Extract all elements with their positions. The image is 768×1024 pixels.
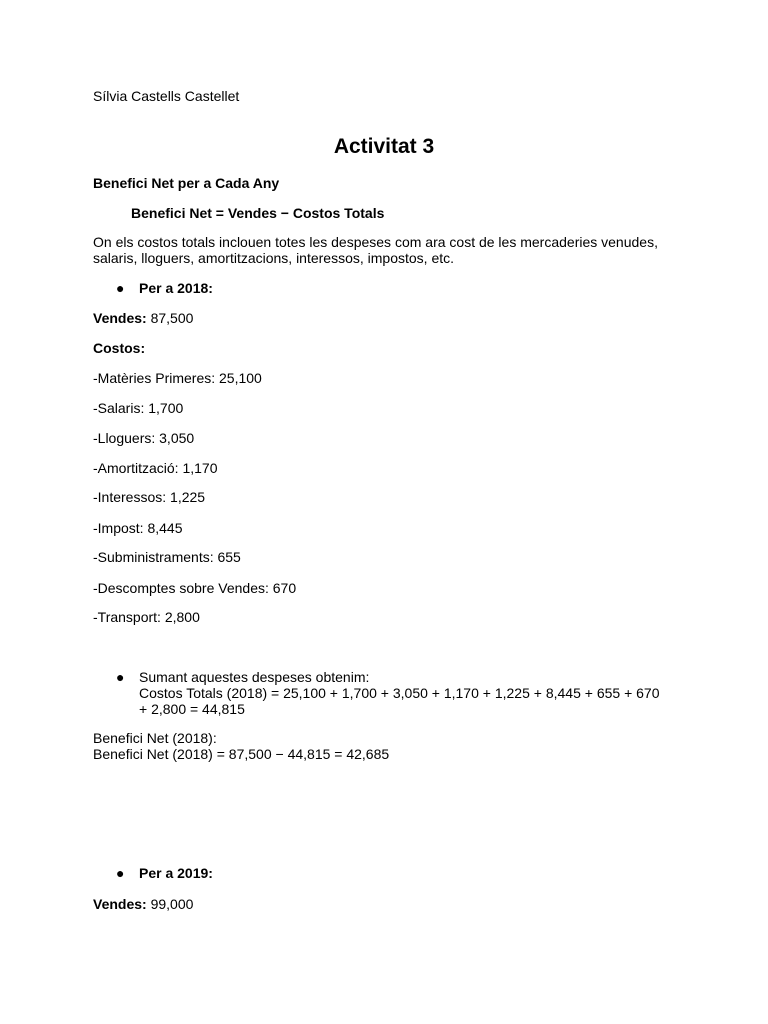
sales-value: 99,000 bbox=[146, 896, 194, 912]
sales-label: Vendes: bbox=[93, 310, 147, 326]
sales-label: Vendes: bbox=[93, 896, 147, 912]
cost-item: -Interessos: 1,225 bbox=[93, 489, 206, 505]
total-costs-2018-cont: + 2,800 = 44,815 bbox=[139, 701, 245, 717]
section-heading: Benefici Net per a Cada Any bbox=[93, 175, 280, 191]
cost-item: -Impost: 8,445 bbox=[93, 520, 183, 536]
net-profit-2018-heading: Benefici Net (2018): bbox=[93, 730, 217, 746]
cost-item: -Matèries Primeres: 25,100 bbox=[93, 370, 262, 386]
intro-line-2: salaris, lloguers, amortitzacions, interessos, impostos, etc. bbox=[93, 250, 455, 266]
total-costs-2018: Costos Totals (2018) = 25,100 + 1,700 + 3,050 + 1,170 + 1,225 + 8,445 + 655 + 670 bbox=[139, 685, 660, 701]
intro-line-1: On els costos totals inclouen totes les despeses com ara cost de les mercaderies venudes, bbox=[93, 234, 658, 250]
cost-item: -Lloguers: 3,050 bbox=[93, 430, 195, 446]
costs-label: Costos: bbox=[93, 340, 146, 356]
author-name: Sílvia Castells Castellet bbox=[93, 88, 240, 104]
net-profit-2018: Benefici Net (2018) = 87,500 − 44,815 = 42,685 bbox=[93, 746, 390, 762]
formula: Benefici Net = Vendes − Costos Totals bbox=[131, 205, 385, 221]
cost-item: -Subministraments: 655 bbox=[93, 549, 241, 565]
year-2019-heading: Per a 2019: bbox=[139, 865, 213, 881]
document-title: Activitat 3 bbox=[333, 135, 435, 158]
sales-2019 bbox=[93, 896, 193, 912]
cost-item: -Transport: 2,800 bbox=[93, 609, 200, 625]
sales-value: 87,500 bbox=[146, 310, 194, 326]
cost-item: -Amortització: 1,170 bbox=[93, 460, 218, 476]
cost-item: -Salaris: 1,700 bbox=[93, 400, 184, 416]
bullet-icon: ● bbox=[116, 865, 125, 881]
sales-2018 bbox=[93, 310, 193, 326]
cost-item: -Descomptes sobre Vendes: 670 bbox=[93, 580, 297, 596]
bullet-icon: ● bbox=[116, 280, 125, 296]
bullet-icon: ● bbox=[116, 669, 125, 685]
sum-intro: Sumant aquestes despeses obtenim: bbox=[139, 669, 370, 685]
year-2018-heading: Per a 2018: bbox=[139, 280, 213, 296]
